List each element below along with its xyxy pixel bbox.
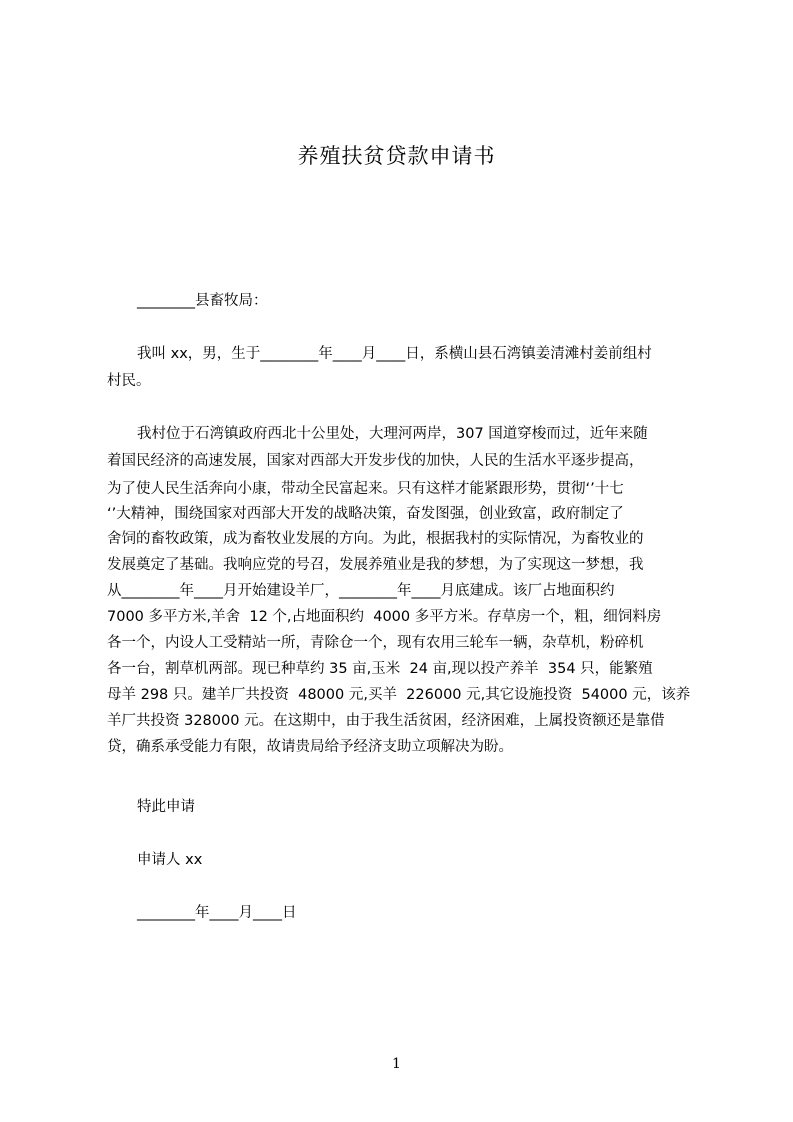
- body-line: 我村位于石湾镇政府西北十公里处，大理河两岸，307 国道穿梭而过，近年来随: [137, 426, 648, 442]
- date-line: ________年____月____日: [137, 905, 297, 921]
- body-line: 母羊 298 只。建羊厂共投资 48000 元,买羊 226000 元,其它设施投资 54000 元，该养: [107, 687, 691, 703]
- body-line: 为了使人民生活奔向小康，带动全民富起来。只有这样才能紧跟形势，贯彻‘’十七: [107, 481, 624, 497]
- body-line: 发展奠定了基础。我响应党的号召，发展养殖业是我的梦想，为了实现这一梦想，我: [107, 557, 644, 573]
- document-title: 养殖扶贫贷款申请书: [297, 144, 496, 168]
- body-line: 舍饲的畜牧政策，成为畜牧业发展的方向。为此，根据我村的实际情况，为畜牧业的: [107, 531, 644, 547]
- recipient-line: ________县畜牧局：: [137, 293, 268, 309]
- body-line: 从________年____月开始建设羊厂，________年____月底建成。该厂占地面积约: [107, 583, 615, 599]
- applicant-signature: 申请人 xx: [137, 852, 203, 868]
- body-line: 贷，确系承受能力有限，故请贵局给予经济支助立项解决为盼。: [107, 739, 513, 755]
- page-number: 1: [392, 1056, 401, 1072]
- body-line: 着国民经济的高速发展，国家对西部大开发步伐的加快，人民的生活水平逐步提高，: [107, 453, 644, 469]
- closing-text: 特此申请: [137, 799, 195, 815]
- intro-line: 村民。: [107, 373, 151, 389]
- body-line: 各一个，内设人工受精站一所，青除仓一个，现有农用三轮车一辆，杂草机，粉碎机: [107, 635, 644, 651]
- body-line: ‘’大精神，围绕国家对西部大开发的战略决策，奋发图强，创业致富，政府制定了: [107, 506, 624, 522]
- body-line: 羊厂共投资 328000 元。在这期中，由于我生活贫困，经济困难，上属投资额还是靠借: [107, 713, 665, 729]
- body-line: 各一台，割草机两部。现已种草约 35 亩,玉米 24 亩,现以投产养羊 354 只，能繁殖: [107, 661, 653, 677]
- intro-line: 我叫 xx，男，生于________年____月____日，系横山县石湾镇姜清滩村姜前组村: [137, 346, 652, 362]
- body-line: 7000 多平方米,羊舍 12 个,占地面积约 4000 多平方米。存草房一个，粗，细饲料房: [107, 609, 662, 625]
